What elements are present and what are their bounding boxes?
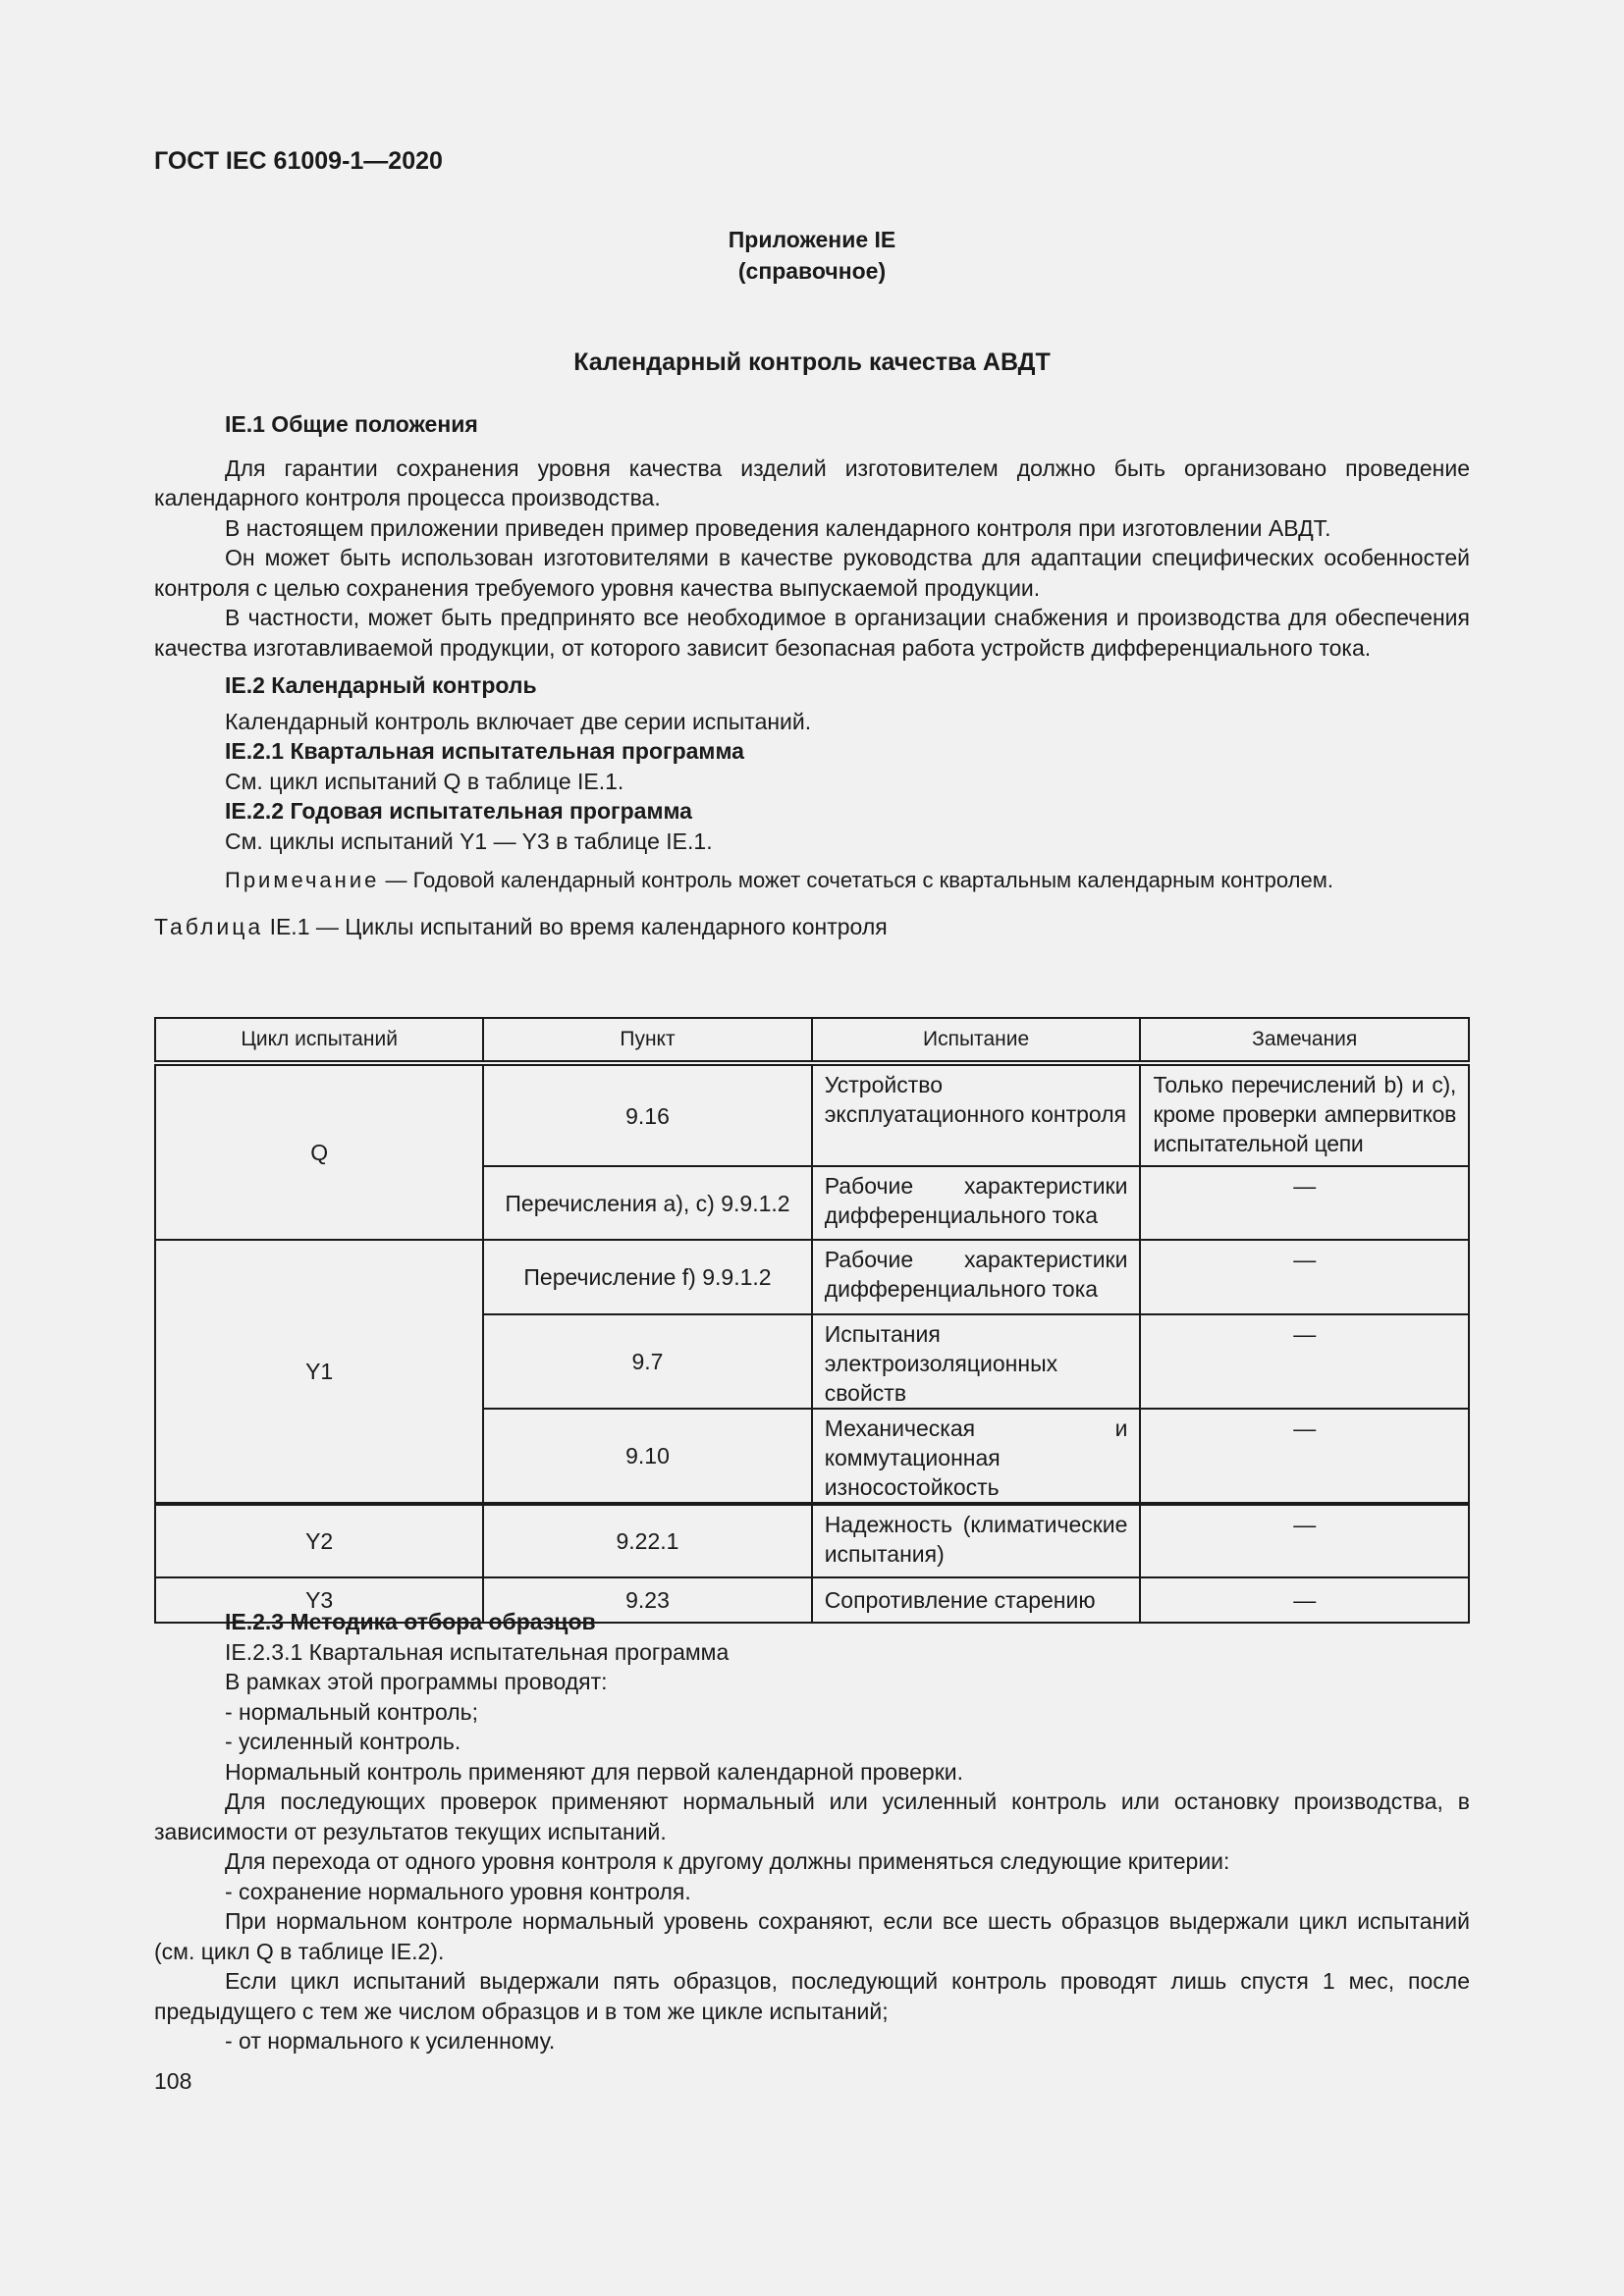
section-ie1	[154, 409, 1470, 941]
table-row	[155, 1063, 1469, 1166]
list-item: - сохранение нормального уровня контроля.	[225, 1878, 691, 1904]
item-cell: 9.22.1	[483, 1504, 811, 1577]
annex-title: Приложение IE	[728, 227, 896, 252]
item-cell: Перечисление f) 9.9.1.2	[483, 1240, 811, 1314]
sub-subsection-heading: IE.2.3.1 Квартальная испытательная программа	[225, 1638, 730, 1665]
subsection-heading: IE.2.2 Годовая испытательная программа	[225, 798, 692, 824]
test-cell: Испытания электроизоляционных свойств	[812, 1314, 1141, 1409]
test-cell: Рабочие характеристики дифференциального тока	[812, 1240, 1141, 1314]
paragraph: Для перехода от одного уровня контроля к другому должны применяться следующие критерии:	[225, 1848, 1230, 1874]
note-label: Примечание	[225, 868, 380, 892]
paragraph: Если цикл испытаний выдержали пять образцов, последующий контроль проводят лишь спустя 1 мес, после предыдущего с тем же числом образцов и в том же цикле испытаний;	[154, 1968, 1470, 2024]
remark-cell: —	[1140, 1240, 1469, 1314]
table-caption-label: Таблица	[154, 913, 264, 939]
item-cell: 9.10	[483, 1409, 811, 1504]
subsection-heading: IE.2.1 Квартальная испытательная программа	[225, 738, 744, 764]
paragraph: В настоящем приложении приведен пример проведения календарного контроля при изготовлении АВДТ.	[225, 514, 1331, 541]
test-cell: Механическая и коммутационная износостойкость	[812, 1409, 1141, 1504]
remark-cell: —	[1140, 1166, 1469, 1240]
table-header-row	[155, 1018, 1469, 1063]
test-cell: Сопротивление старению	[812, 1577, 1141, 1623]
column-header: Пункт	[483, 1018, 811, 1063]
list-item: - нормальный контроль;	[225, 1698, 479, 1725]
paragraph: Для гарантии сохранения уровня качества изделий изготовителем должно быть организовано проведение календарного контроля процесса производства.	[154, 454, 1470, 510]
test-cell: Рабочие характеристики дифференциального тока	[812, 1166, 1141, 1240]
column-header: Цикл испытаний	[155, 1018, 483, 1063]
paragraph: Для последующих проверок применяют нормальный или усиленный контроль или остановку производства, в зависимости от результатов текущих испытаний.	[154, 1789, 1470, 1844]
remark-cell: Только перечислений b) и c), кроме проверки ампервитков испытательной цепи	[1140, 1063, 1469, 1166]
list-item: - усиленный контроль.	[225, 1729, 461, 1754]
item-cell: Перечисления a), c) 9.9.1.2	[483, 1166, 811, 1240]
test-cell: Надежность (климатические испытания)	[812, 1504, 1141, 1577]
paragraph: Календарный контроль включает две серии испытаний.	[225, 708, 812, 734]
paragraph: См. циклы испытаний Y1 — Y3 в таблице IE.1.	[225, 828, 713, 854]
paragraph: При нормальном контроле нормальный уровень сохраняют, если все шесть образцов выдержали цикл испытаний (см. цикл Q в таблице IE.2).	[154, 1908, 1470, 1964]
item-cell: 9.23	[483, 1577, 811, 1623]
item-cell: 9.16	[483, 1063, 811, 1166]
cycle-cell: Y2	[155, 1504, 483, 1577]
paragraph: См. цикл испытаний Q в таблице IE.1.	[225, 768, 624, 794]
note-text: — Годовой календарный контроль может сочетаться с квартальным календарным контролем.	[379, 868, 1333, 892]
table-row	[155, 1240, 1469, 1314]
paragraph: Он может быть использован изготовителями в качестве руководства для адаптации специфических особенностей контроля с целью сохранения требуемого уровня качества выпускаемой продукции.	[154, 545, 1470, 601]
table-row	[155, 1504, 1469, 1577]
column-header: Замечания	[1140, 1018, 1469, 1063]
annex-type: (справочное)	[737, 258, 887, 284]
section-ie23	[154, 1607, 1470, 2056]
test-cell: Устройство эксплуатационного контроля	[812, 1063, 1141, 1166]
subsection-heading: IE.2.3 Методика отбора образцов	[225, 1609, 596, 1634]
remark-cell: —	[1140, 1314, 1469, 1409]
paragraph: Нормальный контроль применяют для первой календарной проверки.	[225, 1758, 964, 1785]
paragraph: В рамках этой программы проводят:	[225, 1669, 608, 1694]
remark-cell: —	[1140, 1409, 1469, 1504]
document-header: ГОСТ IEC 61009-1—2020	[154, 147, 443, 175]
column-header: Испытание	[812, 1018, 1141, 1063]
page-number: 108	[154, 2068, 192, 2094]
main-title: Календарный контроль качества АВДТ	[573, 348, 1051, 376]
cycle-cell: Y1	[155, 1240, 483, 1504]
note	[154, 866, 1470, 896]
cycle-cell: Y3	[155, 1577, 483, 1623]
annex-heading	[154, 224, 1470, 287]
item-cell: 9.7	[483, 1314, 811, 1409]
section-heading: IE.2 Календарный контроль	[225, 672, 537, 698]
table-caption	[154, 912, 1470, 942]
cycle-cell: Q	[155, 1063, 483, 1240]
remark-cell: —	[1140, 1504, 1469, 1577]
section-heading: IE.1 Общие положения	[225, 411, 478, 437]
table-caption-text: IE.1 — Циклы испытаний во время календарного контроля	[263, 913, 888, 939]
remark-cell: —	[1140, 1577, 1469, 1623]
list-item: - от нормального к усиленному.	[225, 2028, 556, 2054]
test-cycles-table	[154, 1017, 1470, 1624]
paragraph: В частности, может быть предпринято все необходимое в организации снабжения и производства для обеспечения качества изготавливаемой продукции, от которого зависит безопасная работа устройств дифференциального тока.	[154, 605, 1470, 661]
